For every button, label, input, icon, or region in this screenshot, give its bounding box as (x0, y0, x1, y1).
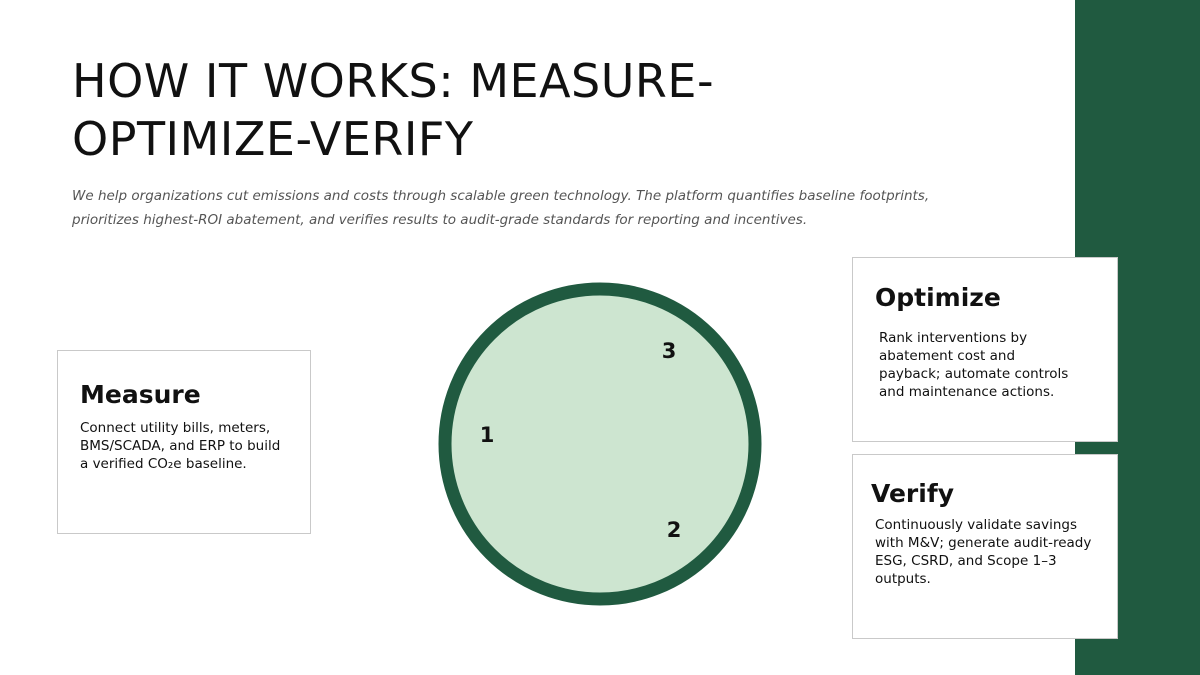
page-subtitle: We help organizations cut emissions and costs through scalable green technology. The platform quantifies baseline footprints, prioritizes highest-ROI abatement, and verifies results to audit-grade standards for reporting and incentives. (72, 188, 930, 228)
page-title: HOW IT WORKS: MEASURE-OPTIMIZE-VERIFY (72, 54, 715, 166)
verify-title: Verify (871, 479, 955, 508)
verify-description: Continuously validate savings with M&V; generate audit-ready ESG, CSRD, and Scope 1–3 outputs. (875, 517, 1092, 587)
verify-card (852, 454, 1118, 639)
measure-description: Connect utility bills, meters, BMS/SCADA, and ERP to build a verified CO₂e baseline. (80, 420, 281, 472)
optimize-card (852, 257, 1118, 442)
measure-title: Measure (80, 380, 201, 409)
optimize-title: Optimize (875, 283, 1001, 312)
step-number-1: 1 (479, 423, 495, 447)
cycle-diagram (438, 282, 762, 606)
optimize-description: Rank interventions by abatement cost and payback; automate controls and maintenance actions. (879, 330, 1069, 400)
step-number-2: 2 (666, 518, 682, 542)
step-number-3: 3 (661, 339, 677, 363)
measure-card (57, 350, 311, 534)
